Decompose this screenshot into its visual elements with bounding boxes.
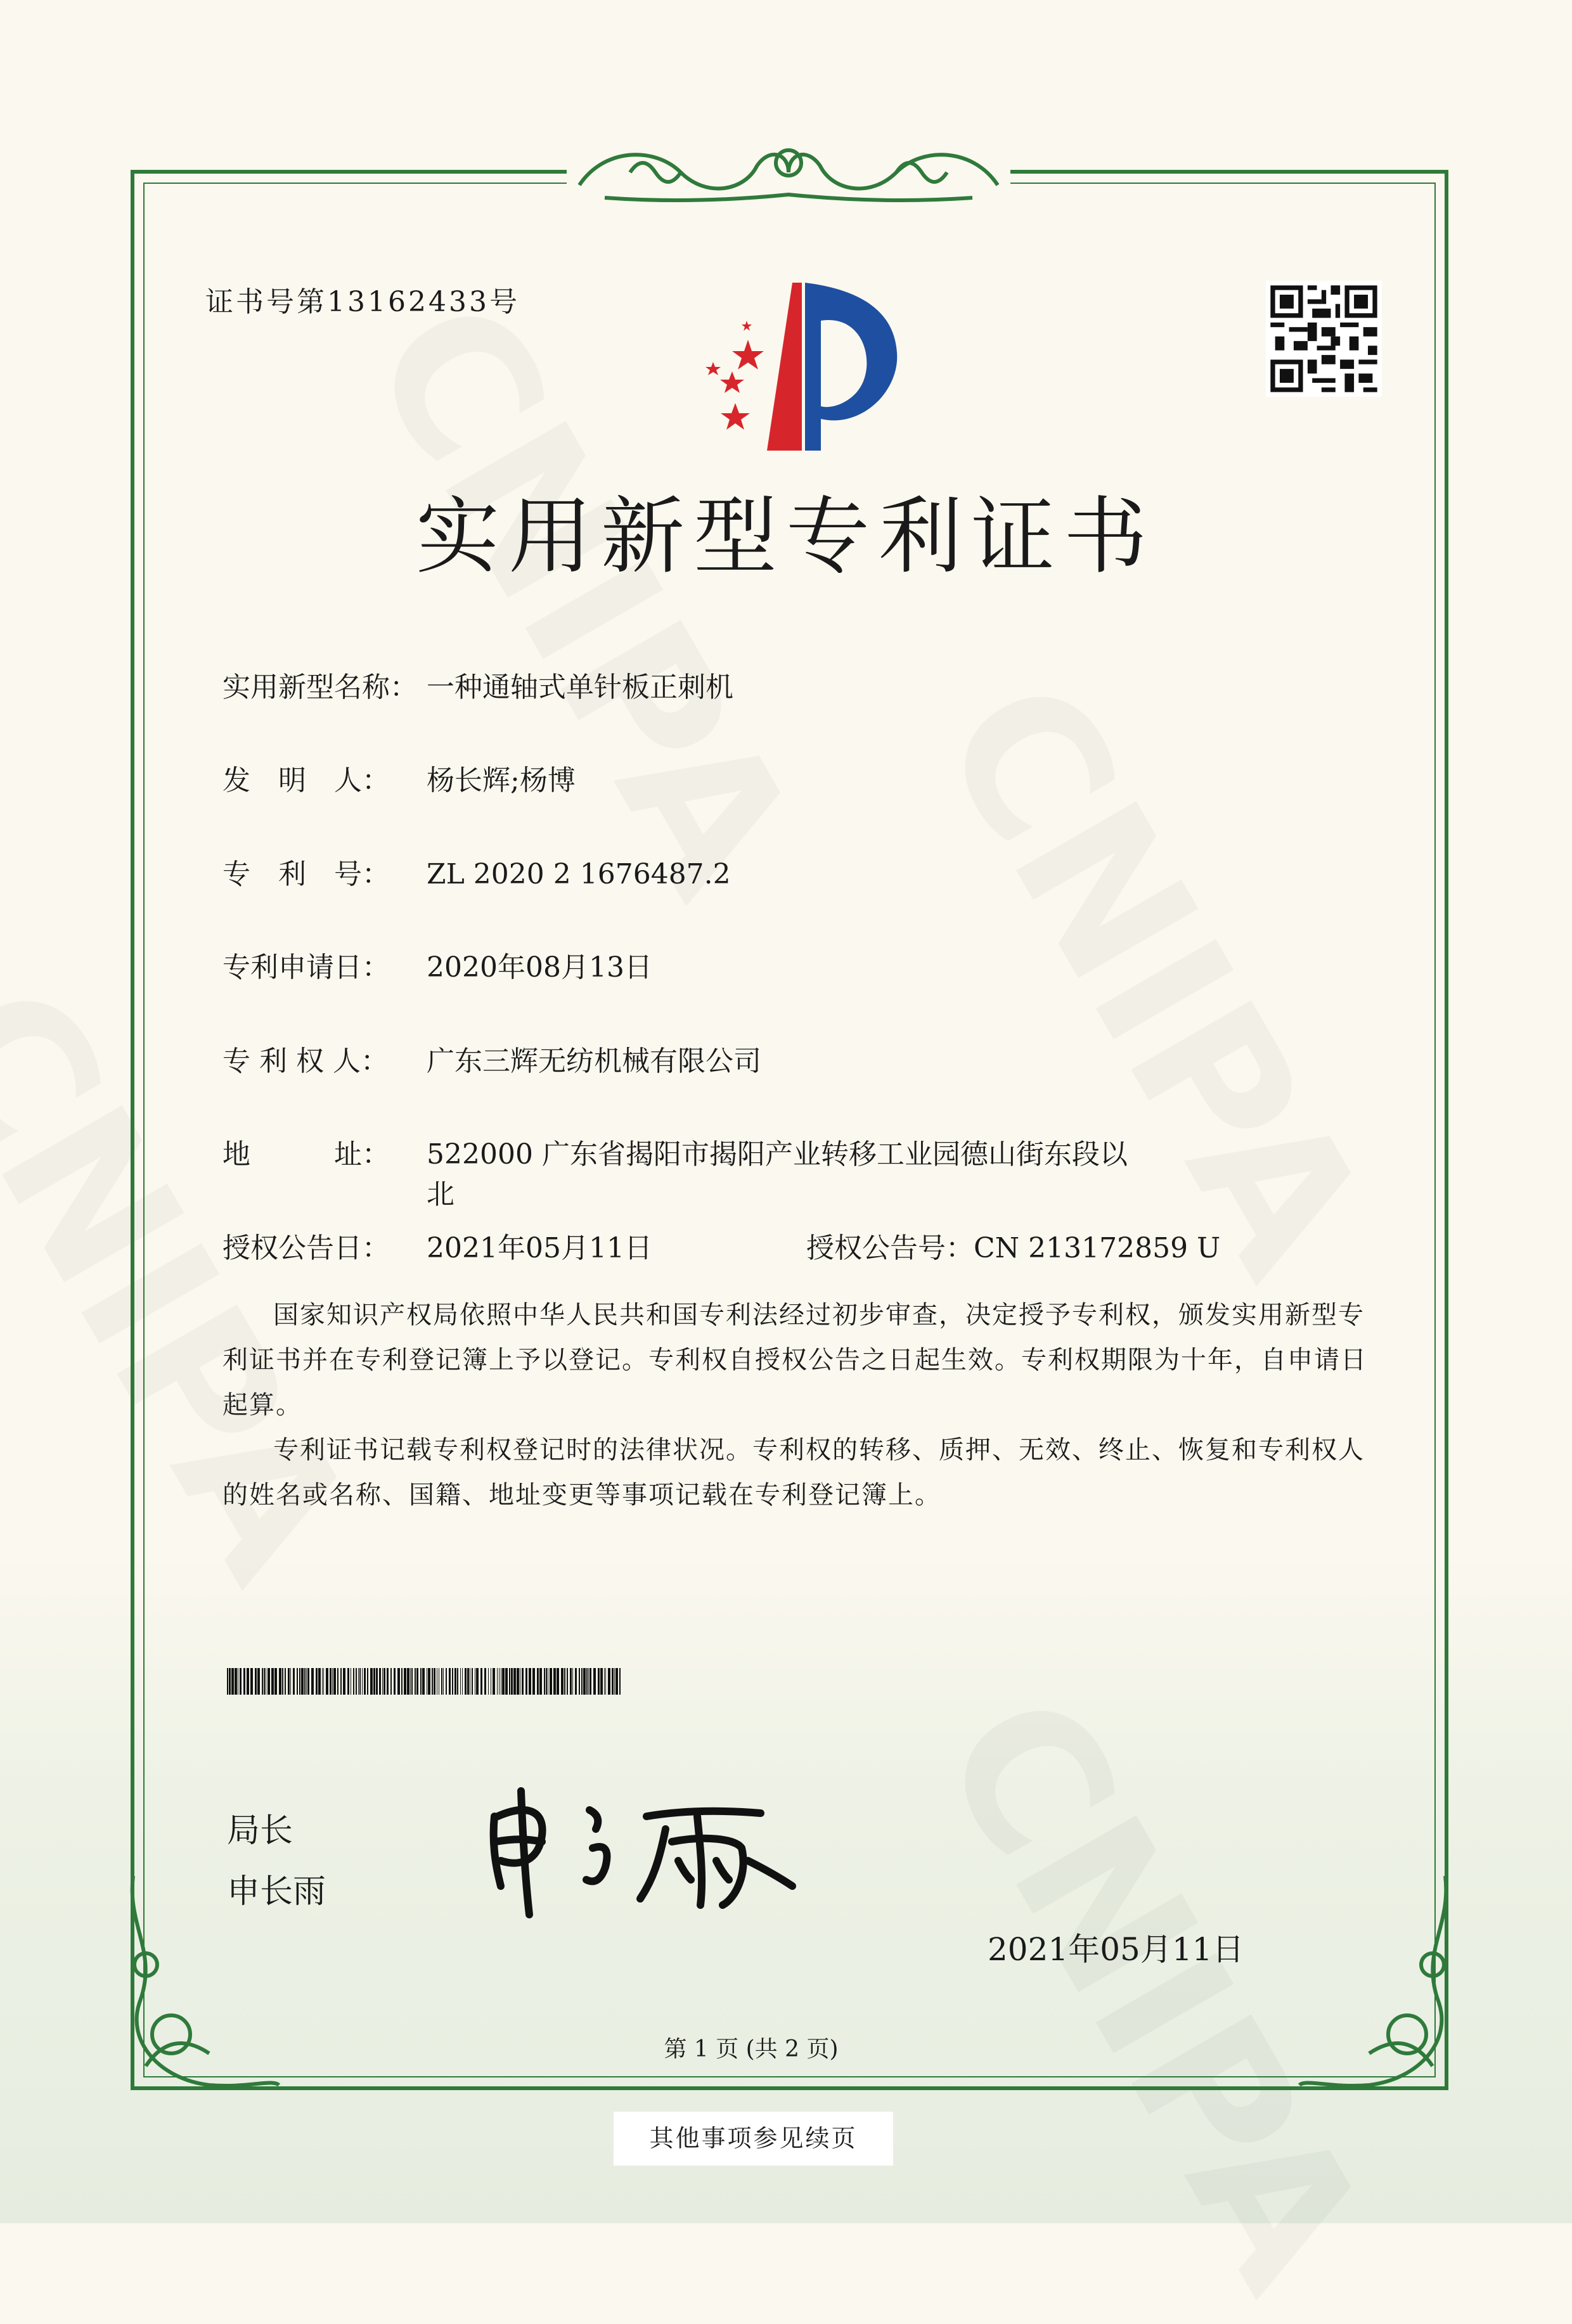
barcode-bar [410, 1668, 411, 1695]
barcode-bar [358, 1668, 359, 1695]
barcode-bar [583, 1668, 586, 1695]
field-announcement-number [806, 1225, 1220, 1266]
barcode-bar [257, 1668, 260, 1695]
barcode-bar [250, 1668, 253, 1695]
barcode-bar [598, 1668, 600, 1695]
barcode-bar [415, 1668, 416, 1695]
barcode-bar [255, 1668, 257, 1695]
barcode-bar [370, 1668, 373, 1695]
barcode-bar [330, 1668, 332, 1695]
barcode-bar [340, 1668, 342, 1695]
field-label: 授权公告日： [222, 1232, 390, 1264]
barcode-bar [546, 1668, 547, 1695]
barcode-bar [301, 1668, 304, 1695]
barcode-bar [247, 1668, 249, 1695]
barcode-bar [353, 1668, 354, 1695]
page-number: 第 1 页 (共 2 页) [664, 2036, 839, 2062]
barcode-bar [343, 1668, 345, 1695]
barcode-bar [379, 1668, 381, 1695]
barcode-bar [472, 1668, 473, 1695]
barcode-bar [476, 1668, 479, 1695]
barcode-bar [394, 1668, 396, 1695]
barcode-bar [323, 1668, 324, 1695]
barcode-bar [285, 1668, 286, 1695]
barcode-bar [387, 1668, 389, 1695]
barcode-bar [619, 1668, 621, 1695]
field-label: 授权公告号： [806, 1232, 974, 1264]
barcode-bar [318, 1668, 321, 1695]
barcode-bar [553, 1668, 556, 1695]
barcode-bar [235, 1668, 237, 1695]
barcode-bar [434, 1668, 435, 1695]
barcode-bar [422, 1668, 425, 1695]
field-value: CN 213172859 U [974, 1232, 1221, 1264]
barcode-bar [537, 1668, 539, 1695]
barcode-bar [288, 1668, 290, 1695]
barcode-bar [240, 1668, 242, 1695]
field-name [222, 664, 733, 705]
barcode-bar [326, 1668, 328, 1695]
field-patent-number [222, 851, 731, 892]
field-value: 广东三辉无纺机械有限公司 [427, 1045, 761, 1077]
barcode-bar [337, 1668, 338, 1695]
chief-title: 局长 [227, 1812, 293, 1850]
barcode-bar [267, 1668, 270, 1695]
barcode-bar [457, 1668, 458, 1695]
barcode-bar [615, 1668, 618, 1695]
barcode-bar [231, 1668, 234, 1695]
field-grant-date [222, 1225, 652, 1266]
barcode-bar [567, 1668, 568, 1695]
barcode-bar [462, 1668, 463, 1695]
barcode-bar [502, 1668, 505, 1695]
barcode-bar [262, 1668, 263, 1695]
barcode [227, 1668, 624, 1695]
barcode-bar [404, 1668, 406, 1695]
barcode-bar [333, 1668, 336, 1695]
barcode-bar [529, 1668, 531, 1695]
barcode-bar [467, 1668, 469, 1695]
barcode-bar [579, 1668, 580, 1695]
barcode-bar [488, 1668, 489, 1695]
barcode-bar [299, 1668, 300, 1695]
field-inventor [222, 757, 576, 798]
barcode-bar [572, 1668, 573, 1695]
barcode-bar [564, 1668, 565, 1695]
top-ornament [567, 134, 1010, 210]
barcode-bar [373, 1668, 375, 1695]
barcode-bar [550, 1668, 552, 1695]
paragraph: 国家知识产权局依照中华人民共和国专利法经过初步审查，决定授予专利权，颁发实用新型专利证书并在专利登记簿上予以登记。专利权自授权公告之日起生效。专利权期限为十年，自申请日起算。 [222, 1300, 1367, 1420]
barcode-bar [397, 1668, 400, 1695]
barcode-bar [539, 1668, 542, 1695]
barcode-bar [614, 1668, 615, 1695]
field-label: 发 明 人： [222, 764, 390, 797]
barcode-bar [608, 1668, 610, 1695]
field-label: 专 利 权 人： [222, 1045, 389, 1077]
barcode-bar [484, 1668, 486, 1695]
barcode-bar [290, 1668, 291, 1695]
field-label: 专 利 号： [222, 858, 390, 890]
field-value: 522000 广东省揭阳市揭阳产业转移工业园德山街东段以 [427, 1138, 1128, 1171]
barcode-bar [544, 1668, 545, 1695]
barcode-bar [446, 1668, 447, 1695]
barcode-bar [428, 1668, 430, 1695]
barcode-bar [460, 1668, 461, 1695]
barcode-bar [443, 1668, 444, 1695]
barcode-bar [532, 1668, 535, 1695]
barcode-bar [449, 1668, 451, 1695]
barcode-bar [441, 1668, 442, 1695]
barcode-bar [311, 1668, 314, 1695]
certificate-title: 实用新型专利证书 [416, 488, 1156, 586]
field-label: 实用新型名称： [222, 671, 418, 703]
field-patentee [222, 1038, 761, 1079]
barcode-bar [509, 1668, 510, 1695]
barcode-bar [390, 1668, 392, 1695]
barcode-bar [561, 1668, 564, 1695]
barcode-bar [600, 1668, 603, 1695]
barcode-bar [557, 1668, 559, 1695]
barcode-bar [293, 1668, 295, 1695]
field-application-date [222, 944, 652, 985]
barcode-bar [282, 1668, 283, 1695]
barcode-bar [525, 1668, 527, 1695]
barcode-bar [465, 1668, 467, 1695]
certificate-statement [222, 1293, 1389, 1518]
barcode-bar [586, 1668, 588, 1695]
barcode-bar [581, 1668, 583, 1695]
barcode-bar [575, 1668, 577, 1695]
field-label: 专利申请日： [222, 951, 390, 984]
barcode-bar [605, 1668, 606, 1695]
signing-date: 2021年05月11日 [988, 1931, 1244, 1968]
barcode-bar [382, 1668, 383, 1695]
barcode-bar [612, 1668, 614, 1695]
barcode-bar [227, 1668, 228, 1695]
barcode-bar [364, 1668, 366, 1695]
barcode-bar [307, 1668, 309, 1695]
corner-ornament-right [1293, 1876, 1458, 2104]
barcode-bar [590, 1668, 591, 1695]
barcode-bar [376, 1668, 378, 1695]
barcode-bar [570, 1668, 572, 1695]
barcode-bar [593, 1668, 596, 1695]
barcode-bar [347, 1668, 349, 1695]
barcode-bar [411, 1668, 413, 1695]
barcode-bar [505, 1668, 508, 1695]
barcode-bar [513, 1668, 516, 1695]
barcode-bar [522, 1668, 524, 1695]
barcode-bar [432, 1668, 433, 1695]
barcode-bar [452, 1668, 453, 1695]
barcode-bar [362, 1668, 363, 1695]
field-label: 地 址： [222, 1138, 390, 1171]
barcode-bar [332, 1668, 333, 1695]
field-address-line2: 北 [427, 1178, 454, 1210]
field-value: ZL 2020 2 1676487.2 [427, 858, 731, 890]
continued-note: 其他事项参见续页 [614, 2112, 893, 2166]
barcode-bar [416, 1668, 418, 1695]
barcode-bar [511, 1668, 513, 1695]
barcode-bar [604, 1668, 605, 1695]
barcode-bar [274, 1668, 277, 1695]
field-value: 2021年05月11日 [427, 1232, 652, 1264]
barcode-bar [356, 1668, 357, 1695]
barcode-bar [497, 1668, 498, 1695]
barcode-bar [279, 1668, 281, 1695]
barcode-bar [322, 1668, 323, 1695]
field-value: 杨长辉;杨博 [427, 764, 576, 797]
barcode-bar [420, 1668, 422, 1695]
barcode-bar [316, 1668, 318, 1695]
barcode-bar [264, 1668, 265, 1695]
paragraph: 专利证书记载专利权登记时的法律状况。专利权的转移、质押、无效、终止、恢复和专利权人的姓名或名称、国籍、地址变更等事项记载在专利登记簿上。 [222, 1435, 1365, 1510]
barcode-bar [401, 1668, 403, 1695]
field-address [222, 1131, 1128, 1172]
signature [482, 1778, 811, 1924]
chief-name: 申长雨 [227, 1873, 326, 1911]
barcode-bar [271, 1668, 274, 1695]
certificate-number: 证书号第13162433号 [205, 286, 520, 318]
barcode-bar [588, 1668, 589, 1695]
barcode-bar [297, 1668, 298, 1695]
barcode-bar [304, 1668, 306, 1695]
field-value: 2020年08月13日 [427, 951, 652, 984]
barcode-bar [229, 1668, 231, 1695]
barcode-bar [454, 1668, 456, 1695]
barcode-bar [493, 1668, 495, 1695]
barcode-bar [517, 1668, 519, 1695]
barcode-bar [367, 1668, 368, 1695]
barcode-bar [383, 1668, 385, 1695]
qr-code [1266, 281, 1382, 397]
barcode-bar [243, 1668, 245, 1695]
cnipa-logo [672, 276, 906, 460]
barcode-bar [306, 1668, 307, 1695]
barcode-bar [359, 1668, 361, 1695]
barcode-bar [480, 1668, 482, 1695]
barcode-bar [407, 1668, 409, 1695]
field-value: 一种通轴式单针板正刺机 [427, 671, 733, 703]
